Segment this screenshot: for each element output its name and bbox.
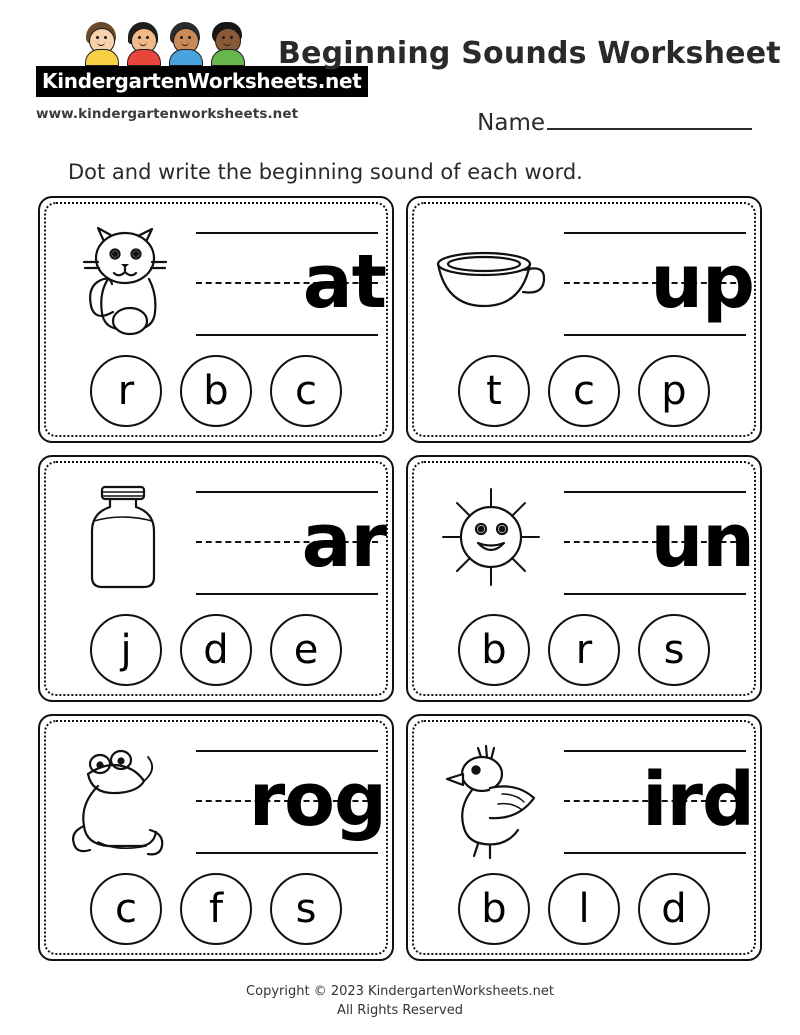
choice-option[interactable]: c (548, 355, 620, 427)
worksheet-card (38, 714, 394, 961)
worksheet-card (38, 455, 394, 702)
choice-option[interactable]: b (458, 614, 530, 686)
worksheet-header (0, 0, 800, 184)
choice-option[interactable]: s (638, 614, 710, 686)
word-ending: ird (642, 757, 754, 843)
card-top (40, 722, 392, 870)
choice-option[interactable]: r (548, 614, 620, 686)
choice-option[interactable]: d (180, 614, 252, 686)
card-top (408, 722, 760, 870)
choice-option[interactable]: l (548, 873, 620, 945)
choice-option[interactable]: c (90, 873, 162, 945)
page-title: Beginning Sounds Worksheet (278, 36, 781, 71)
choice-option[interactable]: f (180, 873, 252, 945)
writing-lines[interactable] (192, 481, 386, 593)
sun-illustration (426, 475, 556, 603)
worksheet-card (406, 196, 762, 443)
writing-lines[interactable] (560, 481, 754, 593)
choice-row (40, 355, 392, 427)
writing-lines[interactable] (560, 740, 754, 852)
logo-wordmark: KindergartenWorksheets.net (36, 66, 368, 97)
worksheet-grid (38, 196, 762, 961)
card-top (408, 204, 760, 352)
cup-illustration (426, 216, 556, 344)
choice-option[interactable]: c (270, 355, 342, 427)
site-logo (36, 22, 362, 122)
choice-option[interactable]: s (270, 873, 342, 945)
name-input-line[interactable] (547, 108, 752, 130)
name-label: Name (477, 110, 545, 136)
word-ending: ar (301, 498, 386, 584)
kids-logo-icon (42, 22, 286, 64)
worksheet-card (38, 196, 394, 443)
jar-illustration (58, 475, 188, 603)
word-ending: up (650, 239, 754, 325)
choice-option[interactable]: b (458, 873, 530, 945)
choice-option[interactable]: r (90, 355, 162, 427)
choice-row (408, 614, 760, 686)
site-url: www.kindergartenworksheets.net (36, 106, 299, 122)
card-top (408, 463, 760, 611)
choice-row (40, 873, 392, 945)
word-ending: rog (248, 757, 386, 843)
card-top (40, 463, 392, 611)
bird-illustration (426, 734, 556, 862)
choice-row (408, 355, 760, 427)
choice-option[interactable]: b (180, 355, 252, 427)
choice-row (40, 614, 392, 686)
choice-option[interactable]: d (638, 873, 710, 945)
word-ending: un (650, 498, 754, 584)
worksheet-card (406, 455, 762, 702)
choice-option[interactable]: e (270, 614, 342, 686)
rights-text: All Rights Reserved (337, 1003, 463, 1019)
choice-option[interactable]: j (90, 614, 162, 686)
name-field-row (477, 108, 752, 136)
writing-lines[interactable] (192, 740, 386, 852)
copyright-text: Copyright © 2023 KindergartenWorksheets.net (246, 984, 554, 1000)
choice-option[interactable]: p (638, 355, 710, 427)
cat-illustration (58, 216, 188, 344)
frog-illustration (58, 734, 188, 862)
writing-lines[interactable] (560, 222, 754, 334)
word-ending: at (302, 239, 386, 325)
worksheet-card (406, 714, 762, 961)
writing-lines[interactable] (192, 222, 386, 334)
card-top (40, 204, 392, 352)
instructions-text: Dot and write the beginning sound of each word. (68, 160, 583, 184)
choice-option[interactable]: t (458, 355, 530, 427)
worksheet-footer (0, 983, 800, 1021)
choice-row (408, 873, 760, 945)
